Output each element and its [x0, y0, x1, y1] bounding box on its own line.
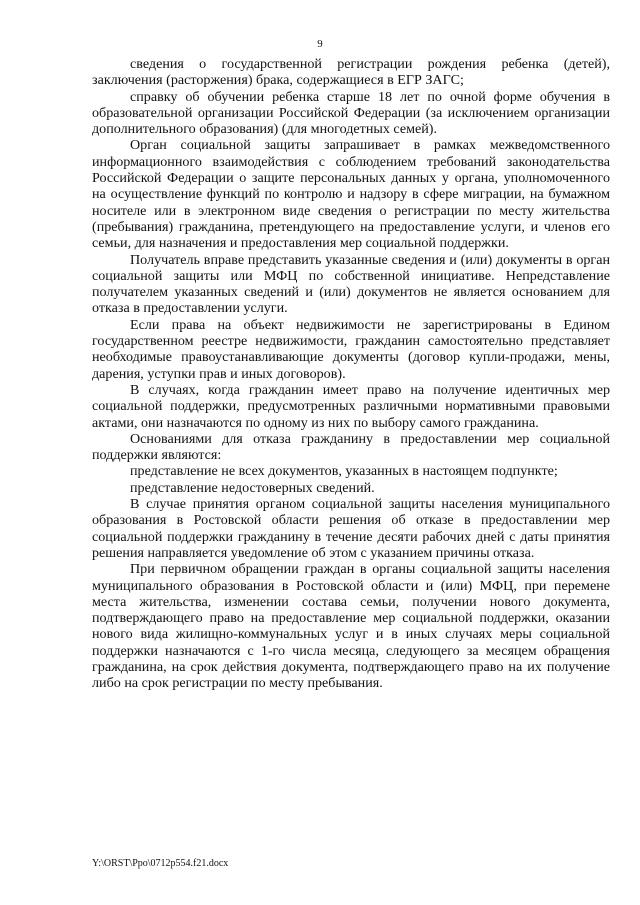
paragraph-incomplete-documents: представление не всех документов, указанных в настоящем подпункте;	[130, 463, 558, 480]
paragraph-assignment-date: При первичном обращении граждан в органы социальной защиты населения муниципального образования в Ростовской области и (или) МФЦ, при перемене места жительства, изменении состава семьи, получении нового документа, подтверждающего право на предоставление мер социальной поддержки, оказании нового вида жилищно-коммунальных услуг и в иных случаях меры социальной поддержки назначаются с 1-го числа месяца, следующего за месяцем обращения гражданина, на срок действия документа, подтверждающего право на их получение либо на срок регистрации по месту пребывания.	[92, 561, 610, 692]
paragraph-zags-records: сведения о государственной регистрации рождения ребенка (детей), заключения (расторжения) брака, содержащиеся в ЕГР ЗАГС;	[92, 56, 610, 89]
page-number: 9	[317, 38, 323, 50]
paragraph-education-certificate: справку об обучении ребенка старше 18 лет по очной форме обучения в образовательной организации Российской Федерации (за исключением организации дополнительного образования) (для многодетных семей).	[92, 88, 610, 138]
paragraph-own-initiative: Получатель вправе представить указанные сведения и (или) документы в орган социальной защиты или МФЦ по собственной инициативе. Непредставление получателем указанных сведений и (или) документов не является основанием для отказа в предоставлении услуги.	[92, 251, 610, 317]
footer-file-path: Y:\ORST\Ppo\0712p554.f21.docx	[92, 858, 229, 869]
paragraph-false-information: представление недостоверных сведений.	[130, 479, 375, 496]
document-body	[92, 56, 610, 692]
paragraph-property-rights: Если права на объект недвижимости не зарегистрированы в Едином государственном реестре недвижимости, гражданин самостоятельно представляет необходимые правоустанавливающие документы (договор купли-продажи, мены, дарения, уступки прав и иных договоров).	[92, 316, 610, 382]
paragraph-refusal-grounds: Основаниями для отказа гражданину в предоставлении мер социальной поддержки являются:	[92, 430, 610, 464]
paragraph-interagency-request: Орган социальной защиты запрашивает в рамках межведомственного информационного взаимодействия с соблюдением требований законодательства Российской Федерации о защите персональных данных у органа, уполномоченного на осуществление функций по контролю и надзору в сфере миграции, на бумажном носителе или в электронном виде сведения о регистрации по месту жительства (пребывания) гражданина, претендующего на предоставление услуги, и членов его семьи, для назначения и предоставления мер социальной поддержки.	[92, 137, 610, 252]
paragraph-identical-measures: В случаях, когда гражданин имеет право на получение идентичных мер социальной поддержки, предусмотренных различными нормативными правовыми актами, они назначаются по одному из них по выбору самого гражданина.	[92, 381, 610, 431]
paragraph-refusal-notification: В случае принятия органом социальной защиты населения муниципального образования в Ростовской области решения об отказе в предоставлении мер социальной поддержки гражданину в течение десяти рабочих дней с даты принятия решения направляется уведомление об этом с указанием причины отказа.	[92, 496, 610, 561]
